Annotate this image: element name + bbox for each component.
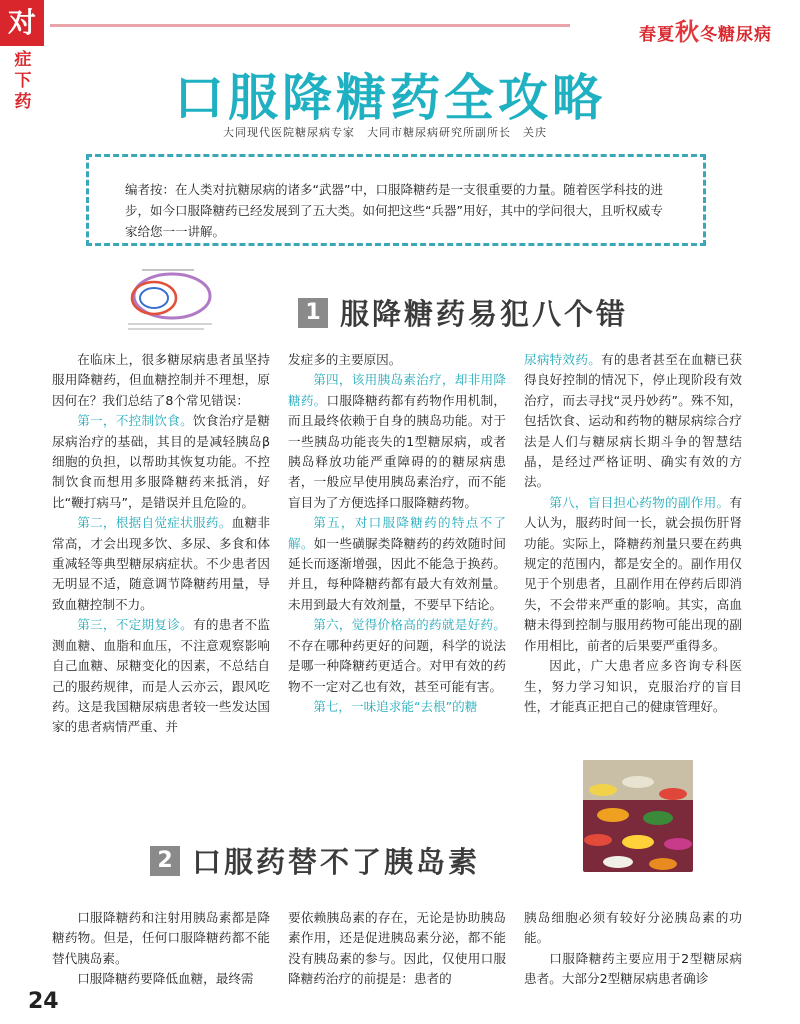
section1-column-3 <box>524 350 742 717</box>
paragraph: 口服降糖药要降低血糖，最终需 <box>77 971 254 987</box>
section2-column-1 <box>52 908 270 990</box>
highlight: 第三，不定期复诊。 <box>77 617 194 633</box>
highlight: 第六，觉得价格高的药就是好药。 <box>313 617 506 633</box>
editor-note: 编者按：在人类对抗糖尿病的诸多“武器”中，口服降糖药是一支很重要的力量。随着医学科技的进步，如今口服降糖药已经发展到了五大类。如何把这些“兵器”用好，其中的学问很大，且听权威专家给您一一讲解。 <box>86 154 706 246</box>
highlight: 第七，一味追求能“去根”的糖 <box>313 698 478 714</box>
paragraph <box>288 370 506 513</box>
section-tag: 对 <box>0 0 44 46</box>
paragraph: 胰岛细胞必须有较好分泌胰岛素的功能。 <box>524 910 742 946</box>
paragraph <box>288 615 506 697</box>
paragraph-text: 饮食治疗是糖尿病治疗的基础，其目的是减轻胰岛β细胞的负担，以帮助其恢复功能。不控制饮食而想用多服降糖药来抵消，好比“鞭打病马”，是错误并且危险的。 <box>52 413 271 510</box>
paragraph <box>524 493 742 656</box>
section-subtag: 症下药 <box>14 50 32 112</box>
series-post: 冬糖尿病 <box>700 25 772 45</box>
series-pre: 春夏 <box>639 25 675 45</box>
paragraph <box>52 615 270 737</box>
byline: 大同现代医院糖尿病专家 大同市糖尿病研究所副所长 关庆 <box>223 126 547 139</box>
section1-heading <box>298 292 628 333</box>
highlight: 第五，对口服降糖药的特点不了解。 <box>288 515 506 551</box>
paragraph-text: 有的患者甚至在血糖已获得良好控制的情况下，停止现阶段有效治疗，而去寻找“灵丹妙药”。殊不知，包括饮食、运动和药物的糖尿病综合疗法是人们与糖尿病长期斗争的智慧结晶，是经过严格证明、确实有效的方法。 <box>524 352 743 490</box>
section2-column-3 <box>524 908 742 990</box>
paragraph <box>288 697 506 717</box>
paragraph: 发症多的主要原因。 <box>288 352 402 367</box>
page-number: 24 <box>28 989 59 1014</box>
section1-column-1 <box>52 350 270 738</box>
paragraph-text: 有人认为，服药时间一长，就会损伤肝肾功能。实际上，降糖药剂量只要在药典规定的范围内，都是安全的。副作用仅见于个别患者，且副作用在停药后即消失，不会带来严重的影响。其实，高血糖未得到控制与服用药物可能出现的副作用相比，前者的后果要严重得多。 <box>524 494 742 653</box>
paragraph <box>524 350 742 493</box>
paragraph <box>288 513 506 615</box>
highlight: 第四，该用胰岛素治疗，却非用降糖药。 <box>288 372 506 408</box>
paragraph-text: 有的患者不监测血糖、血脂和血压，不注意观察影响自己血糖、尿糖变化的因素，不总结自己的服药规律，而是人云亦云，跟风吃药。这是我国糖尿病患者较一些发达国家的患者病情严重、并 <box>52 617 271 735</box>
series-big: 秋 <box>675 17 700 46</box>
paragraph <box>52 411 270 513</box>
pills-photo <box>583 760 693 872</box>
section2-number: 2 <box>150 846 180 876</box>
paragraph-text: 口服降糖药都有药物作用机制，而且最终依赖于自身的胰岛功能。对于一些胰岛功能丧失的1型糖尿病，或者胰岛释放功能严重障碍的的糖尿病患者，一般应早使用胰岛素治疗，而不能盲目为了方便选择口服降糖药物。 <box>288 392 507 510</box>
paragraph-text: 血糖非常高，才会出现多饮、多尿、多食和体重减轻等典型糖尿病症状。不少患者因无明显不适，随意调节降糖药用量，导致血糖控制不力。 <box>52 515 271 612</box>
section1-number: 1 <box>298 298 328 328</box>
highlight: 第一，不控制饮食。 <box>77 413 194 429</box>
cycle-diagram-figure <box>114 264 224 336</box>
paragraph-text: 不存在哪种药更好的问题，科学的说法是哪一种降糖药更适合。对甲有效的药物不一定对乙也有效，甚至可能有害。 <box>288 637 506 694</box>
paragraph: 在临床上，很多糖尿病患者虽坚持服用降糖药，但血糖控制并不理想，原因何在？我们总结了8个常见错误： <box>52 352 270 408</box>
section2-heading <box>150 840 480 881</box>
highlight: 尿病特效药。 <box>524 352 602 367</box>
highlight: 第八，盲目担心药物的副作用。 <box>549 494 730 510</box>
highlight: 第二，根据自觉症状服药。 <box>77 515 232 531</box>
paragraph <box>52 513 270 615</box>
paragraph: 口服降糖药和注射用胰岛素都是降糖药物。但是，任何口服降糖药都不能替代胰岛素。 <box>52 910 270 966</box>
series-title <box>639 12 772 47</box>
header-rule <box>50 24 570 27</box>
section1-column-2 <box>288 350 506 717</box>
paragraph: 因此，广大患者应多咨询专科医生，努力学习知识，克服治疗的盲目性，才能真正把自己的健康管理好。 <box>524 658 742 714</box>
article-title: 口服降糖药全攻略 <box>174 69 606 127</box>
section2-title: 口服药替不了胰岛素 <box>192 845 481 879</box>
section2-column-2 <box>288 908 506 990</box>
paragraph-text: 如一些磺脲类降糖药的药效随时间延长而逐渐增强，因此不能急于换药。并且，每种降糖药都有最大有效剂量。未用到最大有效剂量，不要早下结论。 <box>288 535 507 612</box>
paragraph: 口服降糖药主要应用于2型糖尿病患者。大部分2型糖尿病患者确诊 <box>524 950 742 987</box>
section1-title: 服降糖药易犯八个错 <box>340 297 629 331</box>
paragraph: 要依赖胰岛素的存在，无论是协助胰岛素作用，还是促进胰岛素分泌，都不能没有胰岛素的参与。因此，仅使用口服降糖药治疗的前提是：患者的 <box>288 910 506 987</box>
